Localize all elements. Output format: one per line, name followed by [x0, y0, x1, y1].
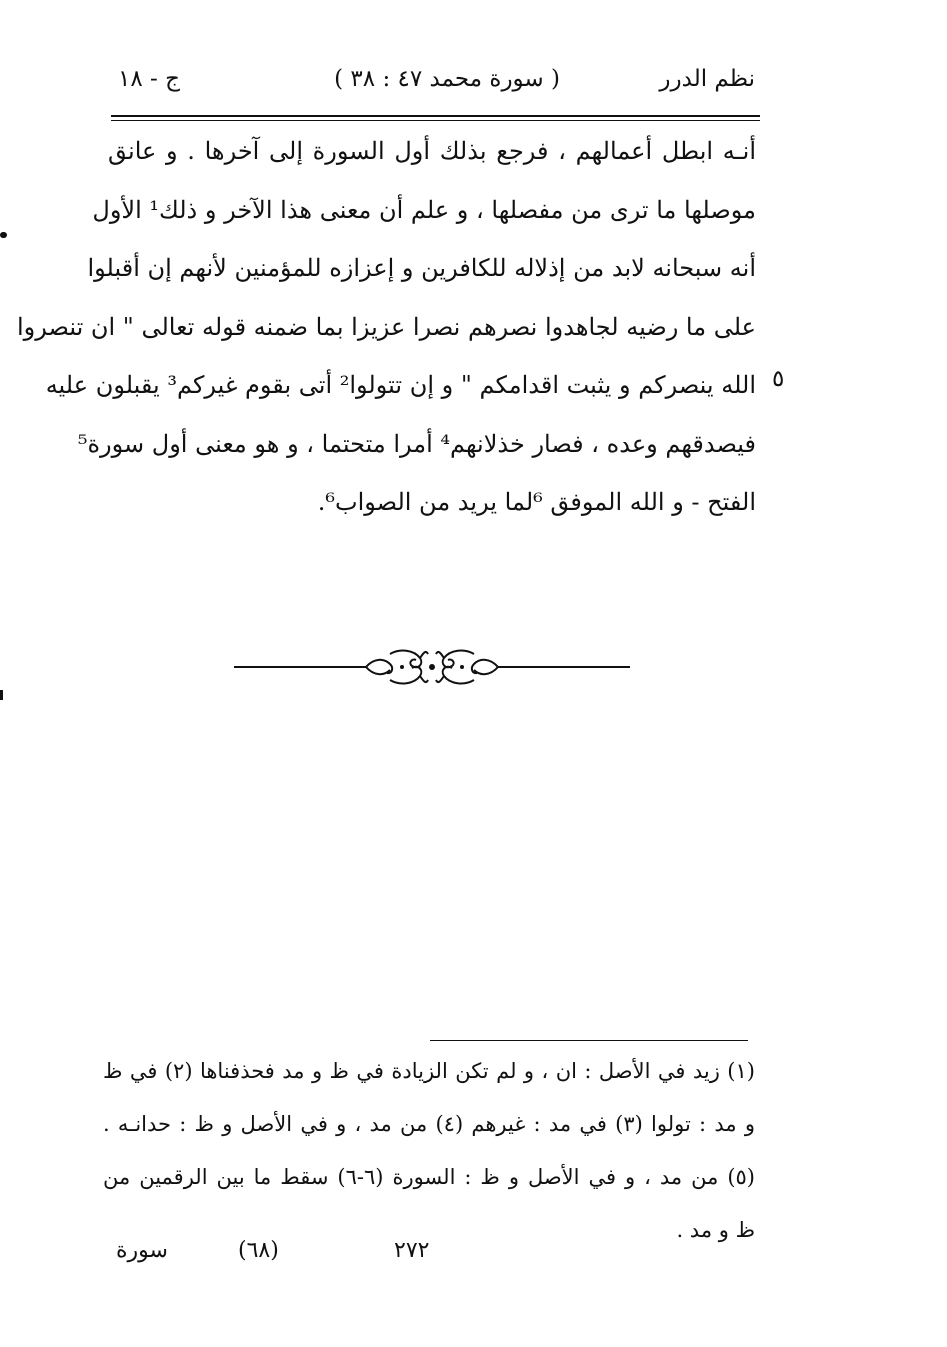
- footnote-line: (١) زيد في الأصل : ان ، و لم تكن الزيادة في ظ و مد فحذفناها (٢) في ظ: [103, 1059, 755, 1083]
- catchword: سورة: [116, 1238, 168, 1263]
- text-line: موصلها ما ترى من مفصلها ، و علم أن معنى هذا الآخر و ذلك¹ الأول: [92, 195, 756, 224]
- footnotes: [103, 1045, 755, 1257]
- text-line: على ما رضيه لجاهدوا نصرهم نصرا عزيزا بما ضمنه قوله تعالى " ان تنصروا: [17, 312, 756, 341]
- text-line: الفتح - و الله الموفق ⁶لما يريد من الصواب⁶.: [317, 488, 756, 516]
- header-rule-thick: [111, 115, 760, 117]
- header-rule-thin: [111, 120, 760, 121]
- text-line: الله ينصركم و يثبت اقدامكم " و إن تتولوا² أتى بقوم غيركم³ يقبلون عليه: [45, 371, 756, 399]
- footnote-line: ظ و مد .: [676, 1218, 755, 1242]
- sura-number: (٦٨): [238, 1238, 279, 1263]
- text-line: أنـه ابطل أعمالهم ، فرجع بذلك أول السورة إلى آخرها . و عانق: [108, 137, 756, 165]
- volume-number: ج - ١٨: [118, 66, 180, 92]
- scan-mark: [0, 690, 3, 700]
- text-line: فيصدقهم وعده ، فصار خذلانهم⁴ أمرا متحتما ، و هو معنى أول سورة⁵: [77, 429, 756, 458]
- sura-reference: ( سورة محمد ٤٧ : ٣٨ ): [334, 66, 560, 92]
- main-text: [17, 122, 756, 532]
- scan-mark: [0, 232, 7, 238]
- running-title: نظم الدرر: [659, 66, 755, 92]
- text-line: أنه سبحانه لابد من إذلاله للكافرين و إعزازه للمؤمنين لأنهم إن أقبلوا: [87, 254, 756, 282]
- page-number: ٢٧٢: [394, 1238, 430, 1263]
- footnote-line: (٥) من مد ، و في الأصل و ظ : السورة (٦-٦) سقط ما بين الرقمين من: [103, 1165, 755, 1189]
- ornament-divider-icon: [234, 644, 630, 690]
- line-marker: ٥: [772, 366, 785, 392]
- footnote-rule: [430, 1040, 748, 1041]
- footnote-line: و مد : تولوا (٣) في مد : غيرهم (٤) من مد ، و في الأصل و ظ : حدانـه .: [103, 1112, 755, 1136]
